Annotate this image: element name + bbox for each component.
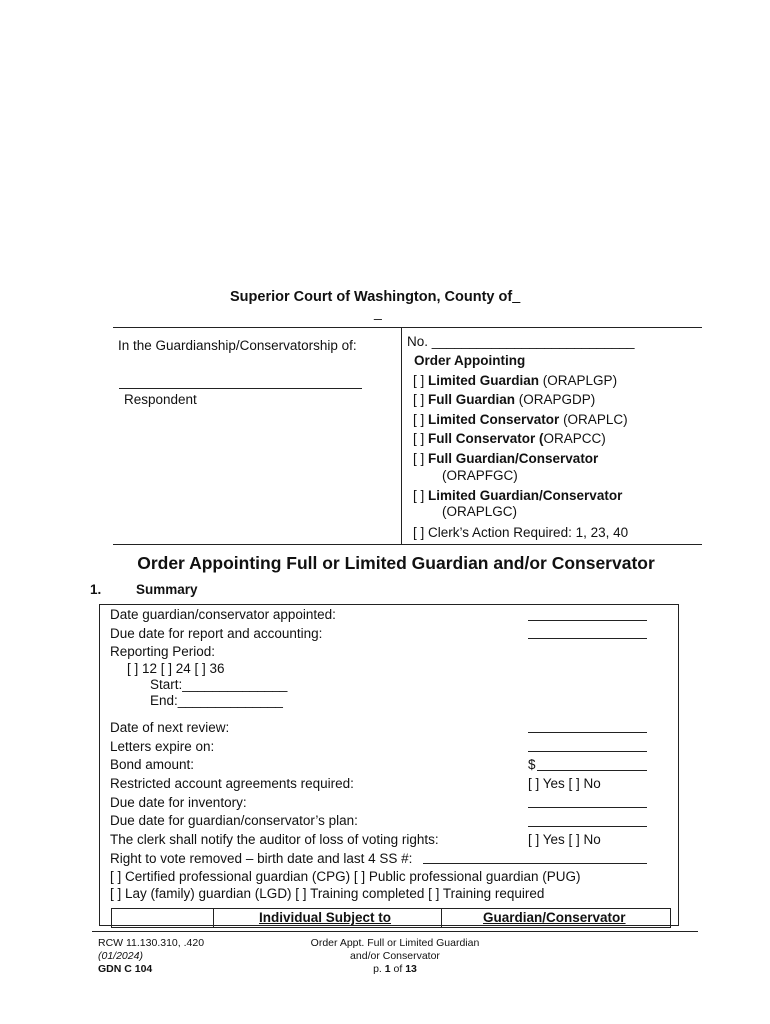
due-inventory-label: Due date for inventory:: [110, 795, 247, 810]
right-to-vote-label: Right to vote removed – birth date and last 4 SS #:: [110, 851, 413, 866]
footer-center: [280, 937, 510, 976]
restricted-accounts-yes-no[interactable]: [ ] Yes [ ] No: [528, 776, 601, 791]
court-county-blank: _: [374, 304, 382, 320]
option-full-conservator[interactable]: [ ] Full Conservator (ORAPCC): [413, 431, 606, 446]
footer-title-2: and/or Conservator: [350, 950, 440, 962]
option-limited-guardian-conservator[interactable]: [ ] Limited Guardian/Conservator: [413, 488, 623, 503]
footer-rcw: RCW 11.130.310, .420: [98, 937, 205, 949]
court-title: Superior Court of Washington, County of_: [230, 289, 521, 305]
footer-rule: [92, 931, 698, 932]
respondent-name-line[interactable]: [119, 388, 362, 389]
letters-expire-field[interactable]: [528, 751, 647, 752]
caption-top-rule: [113, 327, 702, 328]
footer-page: p. 1 of 13: [373, 963, 417, 975]
right-to-vote-field[interactable]: [423, 863, 647, 864]
voting-rights-yes-no[interactable]: [ ] Yes [ ] No: [528, 832, 601, 847]
section-number: 1.: [90, 582, 102, 597]
caption-intro: In the Guardianship/Conservatorship of:: [118, 338, 357, 353]
date-appointed-label: Date guardian/conservator appointed:: [110, 607, 336, 622]
option-limited-conservator[interactable]: [ ] Limited Conservator (ORAPLC): [413, 412, 628, 427]
due-plan-label: Due date for guardian/conservator’s plan:: [110, 813, 358, 828]
letters-expire-label: Letters expire on:: [110, 739, 215, 754]
guardian-types-row-2[interactable]: [ ] Lay (family) guardian (LGD) [ ] Training completed [ ] Training required: [110, 886, 545, 901]
footer-left: [98, 937, 204, 976]
bond-amount-field[interactable]: [537, 770, 647, 771]
option-limited-guardian-conservator-code: (ORAPLGC): [442, 504, 518, 519]
period-start-field[interactable]: Start:______________: [150, 677, 288, 692]
respondent-label: Respondent: [124, 392, 197, 407]
footer-title-1: Order Appt. Full or Limited Guardian: [310, 937, 480, 949]
guardian-types-row-1[interactable]: [ ] Certified professional guardian (CPG) [ ] Public professional guardian (PUG): [110, 869, 581, 884]
caption-bottom-rule: [113, 544, 702, 545]
case-number[interactable]: No. ___________________________: [407, 334, 635, 349]
due-inventory-field[interactable]: [528, 807, 647, 808]
option-full-guardian-conservator[interactable]: [ ] Full Guardian/Conservator: [413, 451, 599, 466]
bond-dollar-sign: $: [528, 757, 536, 772]
period-end-field[interactable]: End:______________: [150, 693, 283, 708]
caption-divider: [401, 327, 402, 544]
due-report-label: Due date for report and accounting:: [110, 626, 323, 641]
footer-date: (01/2024): [98, 950, 143, 962]
due-report-field[interactable]: [528, 638, 647, 639]
parties-table-divider-2: [441, 908, 442, 928]
document-title: Order Appointing Full or Limited Guardian and/or Conservator: [137, 553, 655, 573]
bond-amount-label: Bond amount:: [110, 757, 195, 772]
option-limited-guardian[interactable]: [ ] Limited Guardian (ORAPLGP): [413, 373, 618, 388]
clerk-action-required[interactable]: [ ] Clerk’s Action Required: 1, 23, 40: [413, 525, 629, 540]
footer-form-id: GDN C 104: [98, 963, 153, 975]
next-review-field[interactable]: [528, 732, 647, 733]
order-appointing-label: Order Appointing: [414, 353, 526, 368]
restricted-accounts-label: Restricted account agreements required:: [110, 776, 354, 791]
next-review-label: Date of next review:: [110, 720, 230, 735]
col-guardian-header: Guardian/Conservator: [483, 910, 626, 925]
section-title: Summary: [136, 582, 198, 597]
option-full-guardian-conservator-code: (ORAPFGC): [442, 468, 518, 483]
reporting-period-options[interactable]: [ ] 12 [ ] 24 [ ] 36: [127, 661, 225, 676]
col-individual-header: Individual Subject to: [259, 910, 392, 925]
reporting-period-label: Reporting Period:: [110, 644, 216, 659]
due-plan-field[interactable]: [528, 826, 647, 827]
date-appointed-field[interactable]: [528, 620, 647, 621]
option-full-guardian[interactable]: [ ] Full Guardian (ORAPGDP): [413, 392, 596, 407]
parties-table-divider-1: [213, 908, 214, 928]
clerk-notify-label: The clerk shall notify the auditor of loss of voting rights:: [110, 832, 439, 847]
